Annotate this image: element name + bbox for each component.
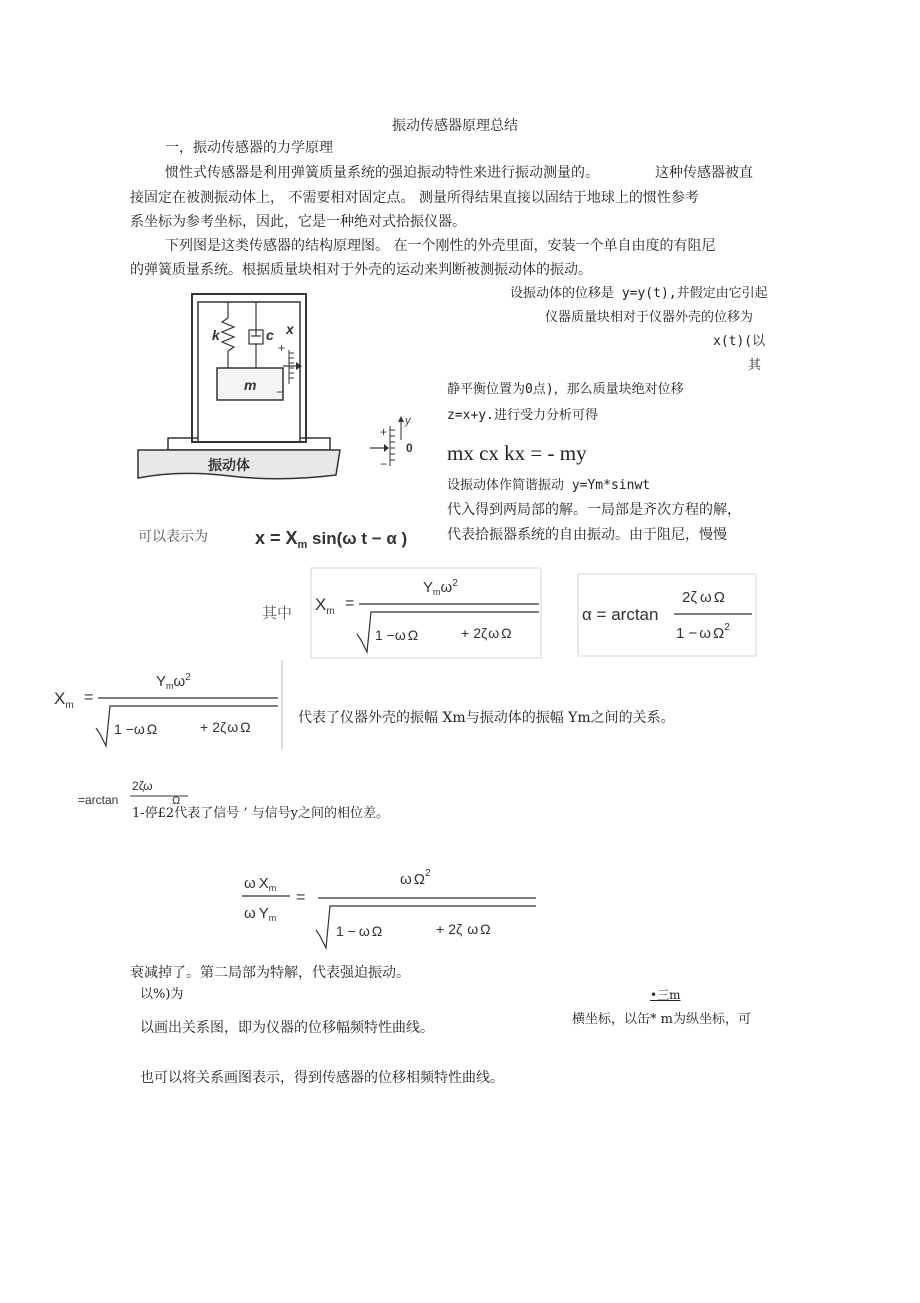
page-title: 振动传感器原理总结 bbox=[392, 118, 518, 134]
spring-label: k bbox=[212, 327, 220, 343]
svg-text:+2ζωΩ: + 2ζ ω Ω bbox=[200, 719, 251, 735]
formula-arctan-small bbox=[78, 774, 198, 806]
svg-text:ωΩ2: ω $\Omega^2$ bbox=[400, 868, 431, 888]
svg-text:Xm: $X_m$ bbox=[315, 595, 335, 617]
paragraph-2-line-2: 的弹簧质量系统。根据质量块相对于外壳的运动来判断被测振动体的振动。 bbox=[130, 262, 592, 278]
formula-x-sin bbox=[255, 522, 425, 552]
body-label: 振动体 bbox=[208, 457, 250, 473]
svg-text:=: = bbox=[296, 889, 306, 906]
equation-of-motion: mx cx kx = - my bbox=[447, 441, 587, 465]
sensor-structure-diagram bbox=[130, 290, 430, 490]
x-minus-label: − bbox=[276, 385, 284, 399]
can-express-label: 可以表示为 bbox=[138, 529, 208, 545]
right-text-8: 代入得到两局部的解。一局部是齐次方程的解， bbox=[447, 502, 741, 518]
svg-text:=: = bbox=[84, 689, 94, 706]
svg-text:Ymω2: $Y_m\omega^2$ bbox=[423, 578, 458, 597]
mass-label: m bbox=[244, 377, 257, 393]
right-text-1: 设振动体的位移是 y=y(t),并假定由它引起 bbox=[510, 286, 768, 301]
formula-alpha bbox=[578, 574, 756, 656]
zero-label: 0 bbox=[406, 441, 413, 455]
svg-text:α = arctan: α = arctan bbox=[582, 605, 659, 624]
base-flange bbox=[168, 438, 198, 450]
phase-curve-text: 也可以将关系画图表示，得到传感器的位移相频特性曲线。 bbox=[140, 1070, 504, 1086]
formula-xm-ratio-repeat bbox=[52, 660, 284, 752]
svg-text:Ω: Ω bbox=[172, 795, 181, 807]
yi-text: 以%)为 bbox=[140, 987, 184, 1002]
x-label: x bbox=[286, 321, 294, 337]
amplitude-curve-text: 以画出关系图，即为仪器的位移幅频特性曲线。 bbox=[140, 1020, 434, 1036]
spring bbox=[222, 318, 234, 351]
svg-text:1 −ωΩ: 1 −ω Ω bbox=[114, 721, 158, 737]
y-minus-label: − bbox=[380, 457, 388, 471]
paragraph-1-line-2: 接固定在被测振动体上， 不需要相对固定点。 测量所得结果直接以固结于地球上的惯性参考 bbox=[130, 190, 699, 206]
right-text-3: x(t)(以 bbox=[713, 334, 766, 349]
right-text-9: 代表拾振器系统的自由振动。由于阻尼，慢慢 bbox=[447, 527, 727, 543]
svg-text:2ζω: 2ζω bbox=[132, 779, 153, 793]
horizontal-axis-text: 横坐标，以缶* m为纵坐标，可 bbox=[572, 1012, 751, 1027]
svg-text:ωYm: ω $Y_m$ bbox=[244, 905, 277, 923]
paragraph-2-line-1: 下列图是这类传感器的结构原理图。 在一个刚性的外壳里面，安装一个单自由度的有阻尼 bbox=[165, 238, 716, 254]
svg-text:2ζωΩ: 2ζ ω Ω bbox=[682, 589, 725, 606]
svg-text:ωXm: ω $X_m$ bbox=[244, 875, 277, 893]
svg-text:1 −ωΩ: 1 −ω Ω bbox=[375, 627, 419, 643]
relation-text: 代表了仪器外壳的振幅 Xm与振动体的振幅 Ym之间的关系。 bbox=[298, 710, 675, 726]
qizhong-label: 其中 bbox=[262, 604, 293, 622]
y-plus-label: + bbox=[380, 425, 388, 439]
decay-text: 衰减掉了。第二局部为特解，代表强迫振动。 bbox=[130, 965, 410, 981]
svg-text:1 −ωΩ: 1 − ω Ω bbox=[336, 923, 383, 939]
formula-omega-ratio bbox=[240, 860, 540, 952]
phase-text: 1-停£2代表了信号 ’ 与信号y之间的相位差。 bbox=[132, 806, 389, 821]
svg-text:1 −ωΩ2: 1 − ω $\Omega^2$ bbox=[676, 622, 730, 642]
right-text-6: z=x+y.进行受力分析可得 bbox=[447, 408, 598, 423]
svg-text:=arctan: =arctan bbox=[78, 793, 119, 807]
right-text-5: 静平衡位置为0点)，那么质量块绝对位移 bbox=[447, 382, 684, 397]
svg-text:+2ζωΩ: + 2ζ ω Ω bbox=[436, 921, 491, 937]
san-m-text: •三m bbox=[650, 988, 681, 1002]
svg-text:Xm: $X_m$ bbox=[54, 689, 74, 711]
section-heading: 一，振动传感器的力学原理 bbox=[165, 140, 333, 156]
right-text-7: 设振动体作简谐振动 y=Ym*sinwt bbox=[447, 478, 651, 493]
paragraph-1-line-1b: 这种传感器被直 bbox=[655, 165, 753, 181]
svg-text:Ymω2: $Y_m\omega^2$ bbox=[156, 672, 191, 691]
paragraph-1-line-3: 系坐标为参考坐标，因此，它是一种绝对式拾振仪器。 bbox=[130, 214, 466, 230]
svg-text:+2ζωΩ: + 2ζ ω Ω bbox=[461, 625, 512, 641]
x-plus-label: + bbox=[278, 341, 286, 355]
y-label: y bbox=[405, 415, 411, 427]
svg-text:=: = bbox=[345, 595, 355, 612]
svg-text:x = Xm sin(ω t − α ): $x = X_m$ sin(ω t − α ) bbox=[255, 528, 408, 551]
formula-xm-ratio bbox=[311, 568, 541, 658]
right-text-4: 其 bbox=[748, 358, 762, 373]
right-text-2: 仪器质量块相对于仪器外壳的位移为 bbox=[545, 310, 754, 325]
damper-label: c bbox=[266, 327, 274, 343]
paragraph-1-line-1a: 惯性式传感器是利用弹簧质量系统的强迫振动特性来进行振动测量的。 bbox=[165, 165, 599, 181]
